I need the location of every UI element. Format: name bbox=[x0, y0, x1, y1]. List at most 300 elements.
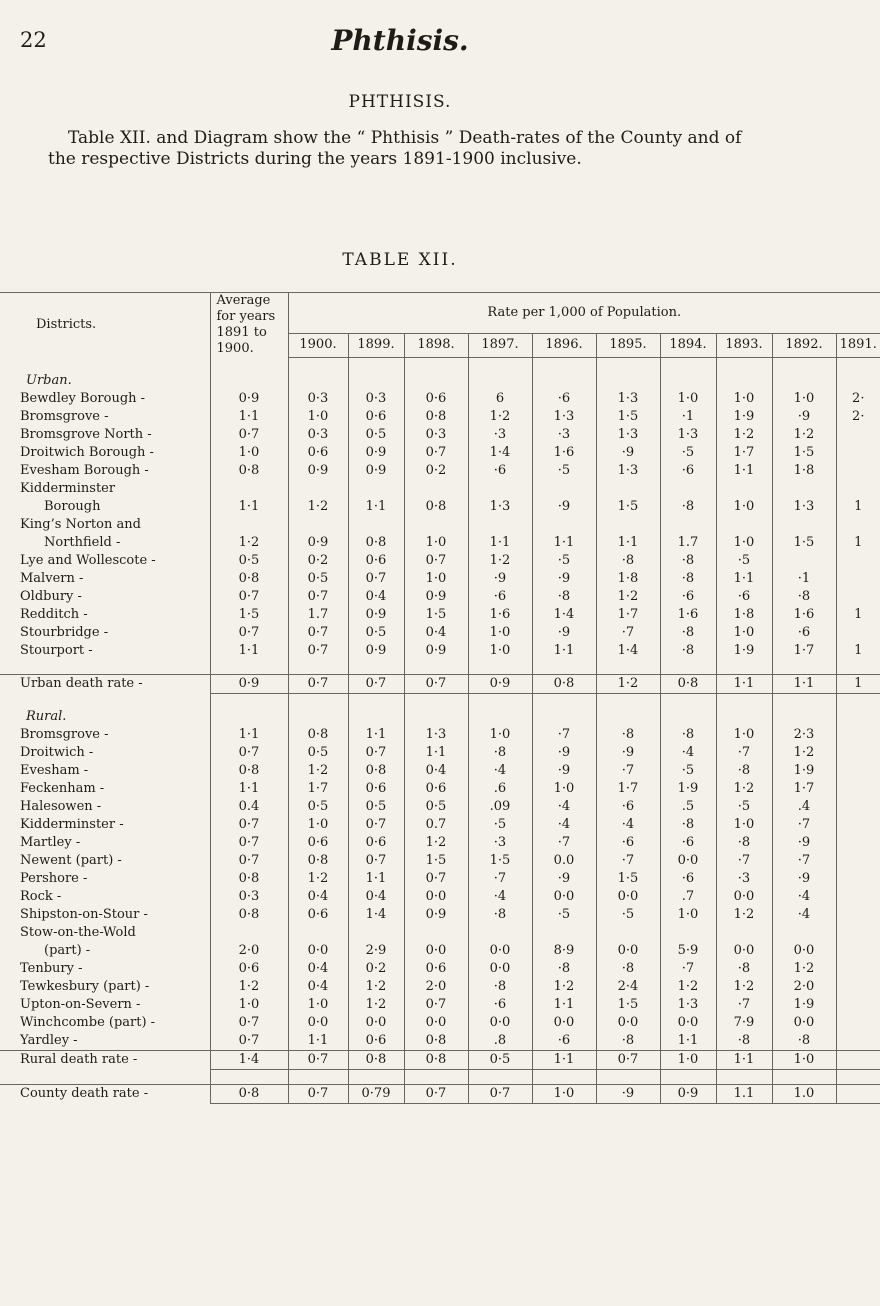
table-row bbox=[0, 852, 880, 870]
rate-cell: 1 bbox=[836, 606, 880, 624]
rate-cell bbox=[836, 1084, 880, 1103]
rate-cell bbox=[772, 552, 836, 570]
rate-cell: 1·4 bbox=[596, 642, 660, 660]
rate-cell: 0·9 bbox=[348, 606, 404, 624]
rate-cell: 0·7 bbox=[348, 816, 404, 834]
rate-cell: 1·2 bbox=[772, 744, 836, 762]
rate-cell: ·7 bbox=[596, 852, 660, 870]
average-header-line: for years bbox=[216, 309, 276, 324]
rate-cell: 0·4 bbox=[348, 588, 404, 606]
rate-cell: 2·3 bbox=[772, 726, 836, 744]
rate-cell: ·8 bbox=[596, 726, 660, 744]
rate-cell: ·8 bbox=[660, 480, 716, 516]
rate-cell: 0·6 bbox=[210, 960, 288, 978]
rate-cell: 1·0 bbox=[772, 390, 836, 408]
rate-cell: 0·0 bbox=[468, 924, 532, 960]
rate-cell: ·8 bbox=[468, 906, 532, 924]
rate-cell: ·9 bbox=[772, 834, 836, 852]
rate-cell: ·6 bbox=[532, 390, 596, 408]
rate-cell: .4 bbox=[772, 798, 836, 816]
average-header-line: 1900. bbox=[216, 341, 254, 356]
rate-cell: 1·2 bbox=[348, 978, 404, 996]
rate-cell: 1·6 bbox=[468, 606, 532, 624]
rate-cell: 2·9 bbox=[348, 924, 404, 960]
rate-cell: 0·7 bbox=[468, 1084, 532, 1103]
rate-cell: 0·6 bbox=[404, 390, 468, 408]
rate-cell: 0·7 bbox=[210, 624, 288, 642]
rate-cell: 1·7 bbox=[596, 606, 660, 624]
rate-cell: 1·1 bbox=[532, 516, 596, 552]
rate-cell: 1·2 bbox=[404, 834, 468, 852]
rate-cell: ·7 bbox=[468, 870, 532, 888]
rate-cell bbox=[836, 780, 880, 798]
rate-cell: ·6 bbox=[660, 588, 716, 606]
rate-cell: 1.0 bbox=[772, 1084, 836, 1103]
rate-cell: ·7 bbox=[716, 744, 772, 762]
rate-cell: 0·7 bbox=[210, 816, 288, 834]
rate-cell: 1·5 bbox=[596, 480, 660, 516]
rate-cell: 0·7 bbox=[404, 870, 468, 888]
rate-cell: 1·1 bbox=[532, 996, 596, 1014]
rate-cell: ·9 bbox=[468, 570, 532, 588]
rate-cell bbox=[836, 798, 880, 816]
rate-cell: 0·7 bbox=[210, 588, 288, 606]
rate-cell: 1·2 bbox=[288, 762, 348, 780]
rate-cell: 1·0 bbox=[210, 444, 288, 462]
rate-cell: ·9 bbox=[532, 762, 596, 780]
table-row bbox=[0, 480, 880, 516]
rate-cell: ·5 bbox=[660, 444, 716, 462]
rate-cell: 0·6 bbox=[404, 780, 468, 798]
district-name: Bromsgrove - bbox=[20, 408, 109, 424]
rate-cell: 7·9 bbox=[716, 1014, 772, 1032]
rate-cell: 1·8 bbox=[596, 570, 660, 588]
rate-cell: 0·8 bbox=[210, 906, 288, 924]
rate-cell: ·6 bbox=[532, 1032, 596, 1051]
table-row bbox=[0, 744, 880, 762]
rate-cell: 0·3 bbox=[288, 426, 348, 444]
rate-cell: 1·3 bbox=[660, 426, 716, 444]
rate-cell: 0·0 bbox=[468, 1014, 532, 1032]
rate-cell: 1·1 bbox=[772, 674, 836, 693]
rate-cell: 0·6 bbox=[348, 408, 404, 426]
rate-cell bbox=[836, 624, 880, 642]
rate-cell: 1·9 bbox=[716, 408, 772, 426]
rate-cell: 1·2 bbox=[716, 426, 772, 444]
table-row bbox=[0, 390, 880, 408]
rate-cell: ·6 bbox=[660, 870, 716, 888]
rate-cell: 1·7 bbox=[288, 780, 348, 798]
page-number: 22 bbox=[20, 28, 47, 52]
rate-cell: 1·6 bbox=[532, 444, 596, 462]
rate-cell bbox=[836, 1014, 880, 1032]
year-header: 1891. bbox=[836, 334, 880, 357]
section-title: PHTHISIS. bbox=[348, 92, 452, 112]
rate-cell: 1·4 bbox=[468, 444, 532, 462]
district-name: Kidderminster Borough bbox=[20, 480, 116, 514]
rate-cell: 1·1 bbox=[596, 516, 660, 552]
table-row bbox=[0, 996, 880, 1014]
rate-cell: 1·6 bbox=[772, 606, 836, 624]
rate-cell: 1·5 bbox=[596, 996, 660, 1014]
rate-cell: 1·0 bbox=[468, 624, 532, 642]
rate-cell bbox=[836, 552, 880, 570]
rate-cell bbox=[836, 816, 880, 834]
rate-cell: 0·5 bbox=[348, 624, 404, 642]
rate-cell: ·5 bbox=[716, 798, 772, 816]
rate-cell: 1·0 bbox=[404, 570, 468, 588]
rate-cell: 0·0 bbox=[660, 1014, 716, 1032]
table-row bbox=[0, 552, 880, 570]
table-row bbox=[0, 780, 880, 798]
rate-cell: 0·9 bbox=[404, 906, 468, 924]
rate-cell: ·4 bbox=[532, 816, 596, 834]
rate-cell: ·8 bbox=[660, 816, 716, 834]
rate-cell: 0·7 bbox=[210, 834, 288, 852]
rate-cell: 0·7 bbox=[348, 852, 404, 870]
rate-cell: 1·0 bbox=[468, 642, 532, 660]
district-name: King’s Norton and Northfield - bbox=[20, 516, 141, 550]
rate-cell: 1·0 bbox=[716, 480, 772, 516]
rate-cell: 0·79 bbox=[348, 1084, 404, 1103]
rate-cell: 0.7 bbox=[404, 816, 468, 834]
rate-cell: 0·0 bbox=[404, 888, 468, 906]
rate-cell: ·3 bbox=[532, 426, 596, 444]
rate-cell: ·7 bbox=[660, 960, 716, 978]
rate-cell: 0·0 bbox=[772, 924, 836, 960]
rate-cell: 1·7 bbox=[772, 780, 836, 798]
district-name: Martley - bbox=[20, 834, 81, 850]
rate-cell: 0·0 bbox=[348, 1014, 404, 1032]
table-row bbox=[0, 906, 880, 924]
rate-cell: 1·7 bbox=[596, 780, 660, 798]
rate-cell: ·3 bbox=[716, 870, 772, 888]
rate-cell: 0·7 bbox=[210, 1014, 288, 1032]
rate-cell: 0·5 bbox=[210, 552, 288, 570]
rate-cell: 0·2 bbox=[348, 960, 404, 978]
rate-cell: 0·9 bbox=[660, 1084, 716, 1103]
rate-cell: 0·7 bbox=[210, 744, 288, 762]
rate-cell: 1·2 bbox=[210, 516, 288, 552]
intro-paragraph: Table XII. and Diagram show the “ Phthisis ” Death-rates of the County and of the respective Districts during the years 1891-1900 inclusive. bbox=[48, 128, 742, 169]
table-row bbox=[0, 570, 880, 588]
rate-cell: ·5 bbox=[716, 552, 772, 570]
rate-cell: 2· bbox=[836, 390, 880, 408]
rate-cell: ·5 bbox=[532, 552, 596, 570]
rate-cell bbox=[836, 996, 880, 1014]
rate-cell: .6 bbox=[468, 780, 532, 798]
district-name: Evesham Borough - bbox=[20, 462, 149, 478]
rate-cell: 1·2 bbox=[348, 996, 404, 1014]
rate-cell: 1.7 bbox=[288, 606, 348, 624]
district-name: Bromsgrove - bbox=[20, 726, 109, 742]
rate-cell bbox=[836, 978, 880, 996]
rate-cell: 0·7 bbox=[348, 674, 404, 693]
rate-cell: ·8 bbox=[596, 1032, 660, 1051]
rate-cell: 0·8 bbox=[532, 674, 596, 693]
rate-cell: 1·1 bbox=[348, 870, 404, 888]
rate-cell: 0·9 bbox=[348, 462, 404, 480]
rate-cell: 1·1 bbox=[210, 480, 288, 516]
rate-cell: 0·7 bbox=[210, 426, 288, 444]
rate-cell bbox=[836, 444, 880, 462]
rate-cell: ·6 bbox=[660, 462, 716, 480]
rate-cell: ·3 bbox=[468, 834, 532, 852]
rate-cell: ·8 bbox=[596, 552, 660, 570]
rate-cell: 0·0 bbox=[660, 852, 716, 870]
rate-cell: 1·2 bbox=[716, 906, 772, 924]
rate-cell: 1·2 bbox=[716, 780, 772, 798]
rate-cell: .7 bbox=[660, 888, 716, 906]
rate-cell: 1.1 bbox=[716, 1084, 772, 1103]
rate-cell: 0·8 bbox=[348, 1050, 404, 1069]
rate-cell: 0·7 bbox=[596, 1050, 660, 1069]
rate-cell: 0·0 bbox=[288, 924, 348, 960]
rate-cell: ·9 bbox=[532, 480, 596, 516]
rate-cell: ·7 bbox=[596, 624, 660, 642]
rate-cell: ·7 bbox=[532, 834, 596, 852]
rate-cell: 1·2 bbox=[288, 480, 348, 516]
rate-cell: ·7 bbox=[596, 762, 660, 780]
rate-cell: 0·4 bbox=[288, 888, 348, 906]
rate-cell: 1·0 bbox=[772, 1050, 836, 1069]
rate-cell: 1·0 bbox=[716, 726, 772, 744]
rate-cell bbox=[836, 426, 880, 444]
rate-cell: 0·0 bbox=[716, 888, 772, 906]
rate-cell: ·6 bbox=[468, 588, 532, 606]
rate-cell: 0·8 bbox=[404, 1050, 468, 1069]
rate-cell: 0·8 bbox=[210, 462, 288, 480]
rate-cell: ·6 bbox=[468, 462, 532, 480]
rate-cell bbox=[836, 570, 880, 588]
district-name: Stourport - bbox=[20, 642, 93, 658]
table-title: TABLE XII. bbox=[342, 250, 458, 270]
rate-cell: 1·2 bbox=[210, 978, 288, 996]
rate-cell bbox=[836, 1032, 880, 1051]
rate-cell: 0·4 bbox=[404, 762, 468, 780]
urban-heading: Urban. bbox=[26, 372, 72, 388]
rate-cell: 1·1 bbox=[210, 642, 288, 660]
rate-cell: 2·0 bbox=[210, 924, 288, 960]
rate-cell: ·1 bbox=[660, 408, 716, 426]
table-row bbox=[0, 960, 880, 978]
rate-cell: 0·0 bbox=[596, 888, 660, 906]
rate-cell: 1·5 bbox=[772, 516, 836, 552]
rate-cell: ·9 bbox=[532, 870, 596, 888]
rate-cell: 0·8 bbox=[348, 762, 404, 780]
table-row bbox=[0, 606, 880, 624]
table-row bbox=[0, 426, 880, 444]
rate-cell: 1.7 bbox=[660, 516, 716, 552]
rate-cell: 1·4 bbox=[348, 906, 404, 924]
year-header: 1896. bbox=[532, 334, 596, 357]
rate-cell: 0·8 bbox=[210, 1084, 288, 1103]
rate-cell: 0.0 bbox=[532, 852, 596, 870]
rate-cell: ·8 bbox=[660, 570, 716, 588]
rate-cell: 0·7 bbox=[288, 588, 348, 606]
rate-cell: 0·5 bbox=[348, 798, 404, 816]
rate-cell: 0·6 bbox=[348, 1032, 404, 1051]
rate-cell: 1·9 bbox=[772, 762, 836, 780]
rate-cell: 0·3 bbox=[210, 888, 288, 906]
district-name: Winchcombe (part) - bbox=[20, 1014, 156, 1030]
average-header-line: 1891 to bbox=[216, 325, 267, 340]
rate-cell: 0·7 bbox=[288, 1084, 348, 1103]
rate-cell: ·4 bbox=[532, 798, 596, 816]
rate-cell: 1 bbox=[836, 516, 880, 552]
rate-cell: 1·2 bbox=[716, 978, 772, 996]
rate-cell: 0·7 bbox=[348, 570, 404, 588]
year-header: 1897. bbox=[468, 334, 532, 357]
rate-cell: 0·0 bbox=[772, 1014, 836, 1032]
rate-cell: 0·8 bbox=[404, 480, 468, 516]
rate-cell: ·6 bbox=[596, 834, 660, 852]
rate-cell: 1·2 bbox=[596, 588, 660, 606]
year-header: 1899. bbox=[348, 334, 404, 357]
table-row bbox=[0, 1084, 880, 1103]
rate-cell: ·8 bbox=[660, 642, 716, 660]
rate-header: Rate per 1,000 of Population. bbox=[288, 293, 880, 334]
rate-cell: 0·5 bbox=[468, 1050, 532, 1069]
rate-cell bbox=[836, 906, 880, 924]
average-header bbox=[210, 293, 288, 358]
rate-cell bbox=[836, 462, 880, 480]
rate-cell: 1·7 bbox=[716, 444, 772, 462]
rate-cell: 1·3 bbox=[596, 390, 660, 408]
rate-cell: 1·0 bbox=[288, 408, 348, 426]
rate-cell: ·8 bbox=[532, 960, 596, 978]
rate-cell: 1·0 bbox=[660, 390, 716, 408]
rate-cell: 0·4 bbox=[404, 624, 468, 642]
rate-cell: 0·5 bbox=[288, 570, 348, 588]
rate-cell: 1·9 bbox=[660, 780, 716, 798]
rate-cell: 0·9 bbox=[404, 588, 468, 606]
rate-cell: 1·3 bbox=[660, 996, 716, 1014]
district-name: Shipston-on-Stour - bbox=[20, 906, 148, 922]
rate-cell: 1·0 bbox=[532, 780, 596, 798]
rate-cell: ·8 bbox=[772, 588, 836, 606]
rate-cell: 0·7 bbox=[288, 624, 348, 642]
rate-cell: 1·1 bbox=[210, 408, 288, 426]
rate-cell: 1·1 bbox=[210, 780, 288, 798]
rate-cell: ·8 bbox=[660, 726, 716, 744]
rate-cell: 0·7 bbox=[348, 744, 404, 762]
table-row bbox=[0, 978, 880, 996]
district-name: County death rate - bbox=[0, 1084, 210, 1103]
rate-cell: 0·0 bbox=[596, 1014, 660, 1032]
district-name: Feckenham - bbox=[20, 780, 105, 796]
rate-cell: 2· bbox=[836, 408, 880, 426]
rate-cell: ·3 bbox=[468, 426, 532, 444]
district-name: Droitwich Borough - bbox=[20, 444, 154, 460]
year-header: 1892. bbox=[772, 334, 836, 357]
rate-cell: ·9 bbox=[772, 408, 836, 426]
rate-cell: 1·7 bbox=[772, 642, 836, 660]
rate-cell: 1·5 bbox=[772, 444, 836, 462]
rate-cell: 0·7 bbox=[210, 852, 288, 870]
rate-cell: 5·9 bbox=[660, 924, 716, 960]
rate-cell: 0·5 bbox=[404, 798, 468, 816]
rate-cell: 0·6 bbox=[288, 906, 348, 924]
rate-cell: 0·6 bbox=[288, 444, 348, 462]
district-name: Bromsgrove North - bbox=[20, 426, 152, 442]
rate-cell: 0·6 bbox=[404, 960, 468, 978]
table-row bbox=[0, 870, 880, 888]
rate-cell: ·8 bbox=[468, 978, 532, 996]
rate-cell: 0·8 bbox=[660, 674, 716, 693]
rate-cell: 0·0 bbox=[404, 924, 468, 960]
rate-cell: 0·2 bbox=[404, 462, 468, 480]
rate-cell: 2·4 bbox=[596, 978, 660, 996]
rate-cell: ·1 bbox=[772, 570, 836, 588]
rate-cell: 0·7 bbox=[404, 552, 468, 570]
rate-cell: 1·3 bbox=[404, 726, 468, 744]
rate-cell: ·9 bbox=[532, 570, 596, 588]
rate-cell: 0·2 bbox=[288, 552, 348, 570]
rate-cell: 0·7 bbox=[288, 642, 348, 660]
rate-cell: ·5 bbox=[660, 762, 716, 780]
rate-cell: 0·8 bbox=[210, 762, 288, 780]
rate-cell: 1·2 bbox=[596, 674, 660, 693]
rate-cell: 1·0 bbox=[288, 996, 348, 1014]
rate-cell: 0·0 bbox=[468, 960, 532, 978]
table-row bbox=[0, 888, 880, 906]
rate-cell: 1 bbox=[836, 480, 880, 516]
rate-cell: ·9 bbox=[532, 744, 596, 762]
rate-cell: 0·8 bbox=[210, 570, 288, 588]
rate-cell: 1·0 bbox=[288, 816, 348, 834]
rate-cell: 0·0 bbox=[596, 924, 660, 960]
rate-cell bbox=[836, 588, 880, 606]
table-row bbox=[0, 408, 880, 426]
rate-cell: 0·7 bbox=[210, 1032, 288, 1051]
rate-cell: 1·8 bbox=[772, 462, 836, 480]
rate-cell: 0·0 bbox=[288, 1014, 348, 1032]
year-header: 1900. bbox=[288, 334, 348, 357]
rate-cell bbox=[836, 870, 880, 888]
rate-cell bbox=[836, 726, 880, 744]
table-row bbox=[0, 516, 880, 552]
rate-cell: ·6 bbox=[596, 798, 660, 816]
rate-cell: 0·9 bbox=[210, 390, 288, 408]
rate-cell: 1·2 bbox=[532, 978, 596, 996]
rate-cell: 0·0 bbox=[404, 1014, 468, 1032]
rate-cell: 1·0 bbox=[716, 390, 772, 408]
rate-cell: 0·9 bbox=[288, 462, 348, 480]
rate-cell: 1·0 bbox=[210, 996, 288, 1014]
rate-cell: 8·9 bbox=[532, 924, 596, 960]
rate-cell: 1·4 bbox=[210, 1050, 288, 1069]
year-header: 1895. bbox=[596, 334, 660, 357]
death-rate-table bbox=[0, 292, 880, 1104]
table-row bbox=[0, 624, 880, 642]
rate-cell: 1·5 bbox=[468, 852, 532, 870]
table-row bbox=[0, 762, 880, 780]
district-name: Urban death rate - bbox=[0, 674, 210, 693]
rate-cell: ·9 bbox=[596, 444, 660, 462]
district-name: Evesham - bbox=[20, 762, 89, 778]
rate-cell: 1·1 bbox=[532, 1050, 596, 1069]
rate-cell: 0·7 bbox=[404, 1084, 468, 1103]
rate-cell: 0·3 bbox=[288, 390, 348, 408]
rate-cell: 1·1 bbox=[532, 642, 596, 660]
rate-cell: 1·9 bbox=[772, 996, 836, 1014]
rate-cell: 0·8 bbox=[210, 870, 288, 888]
rate-cell: 1·0 bbox=[716, 624, 772, 642]
rate-cell: 1·0 bbox=[660, 906, 716, 924]
rate-cell: 0·9 bbox=[348, 642, 404, 660]
district-name: Rural death rate - bbox=[0, 1050, 210, 1069]
